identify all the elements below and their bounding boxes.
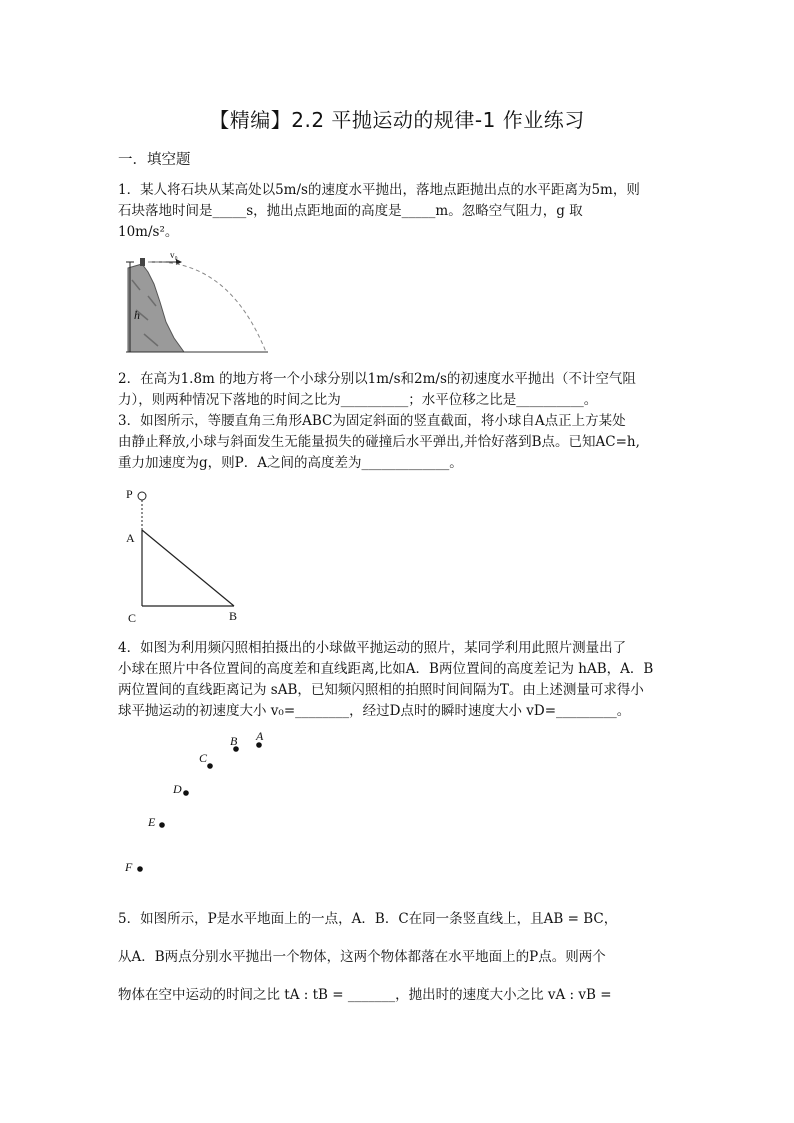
q5-line-1: 5．如图所示，P是水平地面上的一点，A．B．C在同一条竖直线上，且AB = BC，	[118, 911, 618, 927]
q4-line-4: 球平抛运动的初速度大小 v₀=________，经过D点时的瞬时速度大小 vD=_________。	[118, 703, 631, 719]
q3-line-1: 3．如图所示，等腰直角三角形ABC为固定斜面的竖直截面，将小球自A点正上方某处	[118, 413, 626, 429]
strobe-points-figure	[118, 725, 288, 880]
cliff-projectile-figure	[118, 250, 278, 360]
question-1	[118, 180, 684, 243]
q5-line-3: 物体在空中运动的时间之比 tA : tB = _______，抛出时的速度大小之比 vA : vB =	[118, 987, 612, 1003]
label-c: C	[128, 611, 137, 625]
incline-triangle-figure	[118, 480, 258, 625]
page-title: 【精编】2.2 平抛运动的规律-1 作业练习	[209, 108, 585, 132]
q4-line-1: 4．如图为利用频闪照相拍摄出的小球做平抛运动的照片，某同学利用此照片测量出了	[118, 640, 627, 656]
section-heading: 一．填空题	[118, 152, 191, 168]
q2-line-2: 力），则两种情况下落地的时间之比为__________；水平位移之比是__________。	[118, 392, 598, 408]
label-b: B	[229, 609, 238, 623]
label-p: P	[126, 487, 133, 501]
question-2	[118, 369, 684, 411]
label-point-a: A	[256, 729, 264, 743]
q2-line-1: 2．在高为1.8m 的地方将一个小球分别以1m/s和2m/s的初速度水平抛出（不计空气阻	[118, 371, 636, 387]
point-c	[207, 763, 213, 769]
q1-line-2: 石块落地时间是_____s，抛出点距地面的高度是_____m。忽略空气阻力，g 取	[118, 203, 583, 219]
q1-line-3: 10m/s²。	[118, 224, 179, 240]
label-point-c: C	[199, 751, 208, 765]
q4-line-2: 小球在照片中各位置间的高度差和直线距离,比如A．B两位置间的高度差记为 hAB，A．B	[118, 661, 654, 677]
label-point-b: B	[230, 734, 238, 748]
label-point-e: E	[148, 815, 156, 829]
q3-line-2: 由静止释放,小球与斜面发生无能量损失的碰撞后水平弹出,并恰好落到B点。已知AC=h,	[118, 434, 640, 450]
point-d	[183, 790, 189, 796]
ball-p	[138, 492, 146, 500]
v0-label: v₀	[170, 250, 178, 260]
question-3	[118, 411, 684, 474]
label-point-f: F	[125, 860, 133, 874]
label-a: A	[126, 531, 135, 545]
q4-line-3: 两位置间的直线距离记为 sAB，已知频闪照相的拍照时间间隔为T。由上述测量可求得小	[118, 682, 644, 698]
question-4	[118, 638, 684, 722]
point-f	[137, 866, 143, 872]
point-e	[159, 822, 165, 828]
side-ab	[142, 530, 234, 606]
q1-line-1: 1．某人将石块从某高处以5m/s的速度水平抛出，落地点距抛出点的水平距离为5m，则	[118, 182, 640, 198]
label-point-d: D	[173, 782, 182, 796]
question-5	[118, 900, 684, 1014]
q5-line-2: 从A．B两点分别水平抛出一个物体，这两个物体都落在水平地面上的P点。则两个	[118, 949, 606, 965]
h-label: h	[134, 308, 140, 322]
thrower-figure	[140, 258, 145, 266]
q3-line-3: 重力加速度为g，则P．A之间的高度差为_____________。	[118, 455, 463, 471]
